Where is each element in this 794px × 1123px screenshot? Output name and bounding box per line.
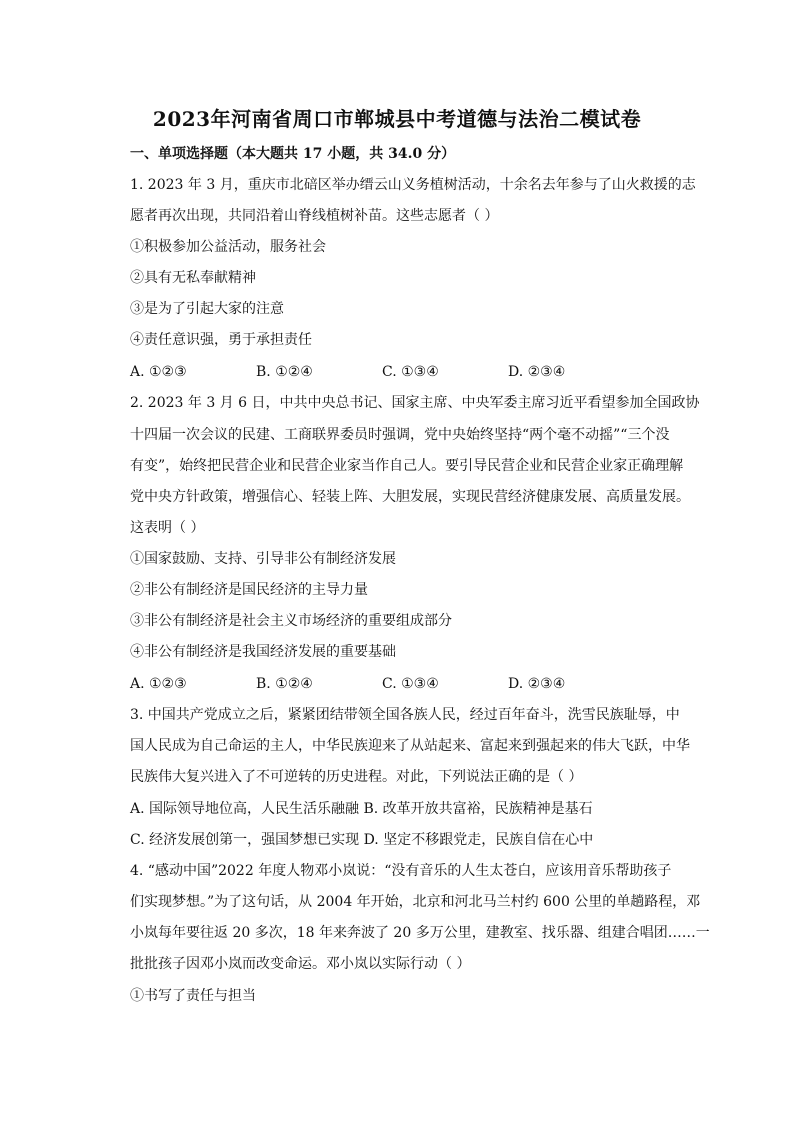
q4-stem-line-1: 4. “感动中国”2022 年度人物邓小岚说：“没有音乐的人生太苍白，应该用音乐帮助孩子	[130, 863, 672, 879]
q1-options	[130, 362, 565, 382]
q4-stem-line-3: 小岚每年要往返 20 多次，18 年来奔波了 20 多万公里，建教室、找乐器、组建合唱团……一	[130, 925, 710, 941]
q2-item-3: ③非公有制经济是社会主义市场经济的重要组成部分	[130, 613, 452, 629]
q1-option-c: C. ①③④	[382, 364, 439, 380]
q2-item-4: ④非公有制经济是我国经济发展的重要基础	[130, 644, 396, 660]
q1-option-d: D. ②③④	[508, 364, 566, 380]
exam-title: 2023年河南省周口市郸城县中考道德与法治二模试卷	[152, 107, 642, 131]
q1-stem-line-1: 1. 2023 年 3 月，重庆市北碚区举办缙云山义务植树活动，十余名去年参与了山火救援的志	[130, 177, 696, 193]
section-heading: 一、单项选择题（本大题共 17 小题，共 34.0 分）	[130, 146, 456, 162]
q2-options	[130, 674, 565, 694]
q2-option-b: B. ①②④	[256, 676, 313, 692]
q1-option-b: B. ①②④	[256, 364, 313, 380]
q1-item-1: ①积极参加公益活动，服务社会	[130, 239, 326, 255]
q1-item-4: ④责任意识强，勇于承担责任	[130, 332, 312, 348]
q3-stem-line-1: 3. 中国共产党成立之后，紧紧团结带领全国各族人民，经过百年奋斗，洗雪民族耻辱，中	[130, 707, 680, 723]
q4-item-1: ①书写了责任与担当	[130, 988, 256, 1004]
q2-stem-line-5: 这表明（ ）	[130, 520, 205, 536]
q1-option-a: A. ①②③	[130, 364, 187, 380]
q3-stem-line-2: 国人民成为自己命运的主人，中华民族迎来了从站起来、富起来到强起来的伟大飞跃，中华	[130, 738, 690, 754]
q4-stem-line-2: 们实现梦想。”为了这句话，从 2004 年开始，北京和河北马兰村约 600 公里的单趟路程，邓	[130, 894, 701, 910]
q1-stem-line-2: 愿者再次出现，共同沿着山脊线植树补苗。这些志愿者（ ）	[130, 208, 499, 224]
q2-item-2: ②非公有制经济是国民经济的主导力量	[130, 582, 368, 598]
q2-stem-line-3: 有变”，始终把民营企业和民营企业家当作自己人。要引导民营企业和民营企业家正确理解	[130, 458, 684, 474]
q1-item-3: ③是为了引起大家的注意	[130, 301, 284, 317]
q2-stem-line-2: 十四届一次会议的民建、工商联界委员时强调，党中央始终坚持“两个毫不动摇”“三个没	[130, 427, 670, 443]
q2-option-c: C. ①③④	[382, 676, 439, 692]
q3-stem-line-3: 民族伟大复兴进入了不可逆转的历史进程。对此，下列说法正确的是（ ）	[130, 769, 583, 785]
q2-stem-line-4: 党中央方针政策，增强信心、轻装上阵、大胆发展，实现民营经济健康发展、高质量发展。	[130, 489, 690, 505]
q2-stem-line-1: 2. 2023 年 3 月 6 日，中共中央总书记、国家主席、中央军委主席习近平看望参加全国政协	[130, 395, 700, 411]
q3-choices-line-1: A. 国际领导地位高，人民生活乐融融 B. 改革开放共富裕，民族精神是基石	[130, 801, 593, 817]
q3-choices-line-2: C. 经济发展创第一，强国梦想已实现 D. 坚定不移跟党走，民族自信在心中	[130, 832, 594, 848]
q4-stem-line-4: 批批孩子因邓小岚而改变命运。邓小岚以实际行动（ ）	[130, 956, 471, 972]
q1-item-2: ②具有无私奉献精神	[130, 270, 256, 286]
q2-option-a: A. ①②③	[130, 676, 187, 692]
q2-item-1: ①国家鼓励、支持、引导非公有制经济发展	[130, 551, 396, 567]
q2-option-d: D. ②③④	[508, 676, 566, 692]
